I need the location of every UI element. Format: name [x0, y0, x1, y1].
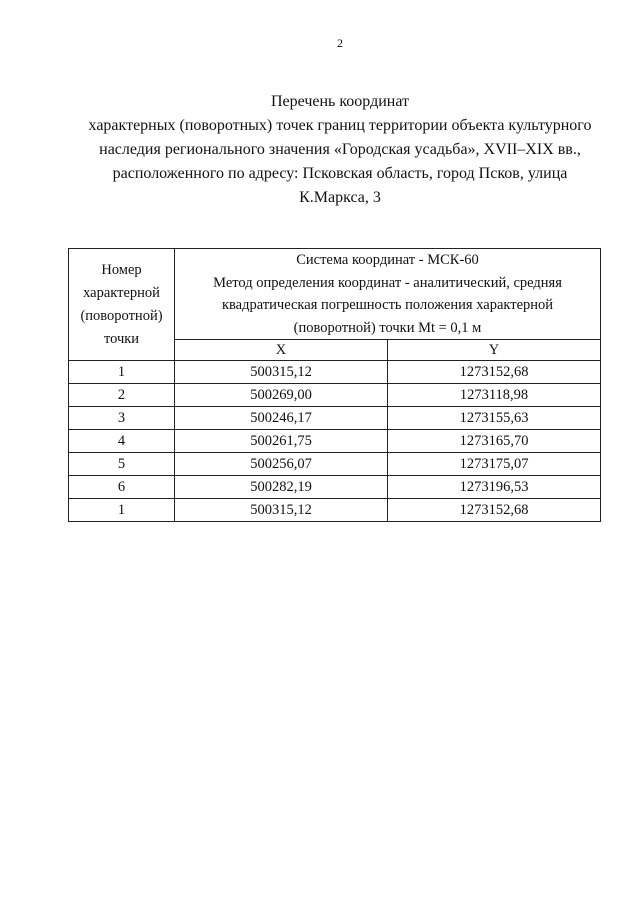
coordinate-system-header [175, 249, 601, 340]
x-coordinate-cell: 500315,12 [175, 361, 388, 384]
x-coordinate-cell: 500256,07 [175, 453, 388, 476]
coordinates-table-body [69, 361, 601, 522]
system-header-line-4: (поворотной) точки Mt = 0,1 м [293, 319, 482, 336]
table-row [69, 361, 601, 384]
title-line-4: расположенного по адресу: Псковская область, город Псков, улица [112, 165, 568, 182]
title-line-3: наследия регионального значения «Городская усадьба», XVII–XIX вв., [99, 141, 581, 158]
system-header-line-1: Система координат - МСК-60 [296, 252, 479, 268]
title-line-1: Перечень координат [270, 93, 410, 110]
document-title [60, 90, 620, 210]
point-number-cell: 1 [69, 499, 175, 522]
point-number-cell: 5 [69, 453, 175, 476]
title-line-2: характерных (поворотных) точек границ территории объекта культурного [88, 117, 592, 134]
y-coordinate-cell: 1273196,53 [388, 476, 601, 499]
point-number-cell: 4 [69, 430, 175, 453]
y-column-header: Y [388, 340, 601, 361]
x-coordinate-cell: 500315,12 [175, 499, 388, 522]
y-coordinate-cell: 1273118,98 [388, 384, 601, 407]
point-header-line-3: (поворотной) [80, 307, 163, 324]
table-row [69, 476, 601, 499]
table-header-row [69, 249, 601, 340]
table-row [69, 430, 601, 453]
x-coordinate-cell: 500269,00 [175, 384, 388, 407]
y-coordinate-cell: 1273152,68 [388, 499, 601, 522]
coordinates-table [68, 248, 601, 522]
page-number: 2 [337, 36, 343, 50]
table-row [69, 407, 601, 430]
system-header-line-3: квадратическая погрешность положения характерной [221, 297, 554, 313]
point-number-cell: 1 [69, 361, 175, 384]
point-number-cell: 6 [69, 476, 175, 499]
y-coordinate-cell: 1273165,70 [388, 430, 601, 453]
x-column-header: X [175, 340, 388, 361]
x-coordinate-cell: 500261,75 [175, 430, 388, 453]
table-row [69, 453, 601, 476]
x-coordinate-cell: 500246,17 [175, 407, 388, 430]
point-number-cell: 3 [69, 407, 175, 430]
y-coordinate-cell: 1273155,63 [388, 407, 601, 430]
title-line-5: К.Маркса, 3 [299, 189, 381, 206]
point-header-line-2: характерной [83, 284, 160, 301]
table-row [69, 499, 601, 522]
table-row [69, 384, 601, 407]
y-coordinate-cell: 1273175,07 [388, 453, 601, 476]
point-header-line-1: Номер [101, 261, 142, 278]
point-number-header [69, 249, 175, 361]
x-coordinate-cell: 500282,19 [175, 476, 388, 499]
y-coordinate-cell: 1273152,68 [388, 361, 601, 384]
system-header-line-2: Метод определения координат - аналитический, средняя [213, 274, 562, 291]
point-number-cell: 2 [69, 384, 175, 407]
point-header-line-4: точки [103, 330, 140, 347]
